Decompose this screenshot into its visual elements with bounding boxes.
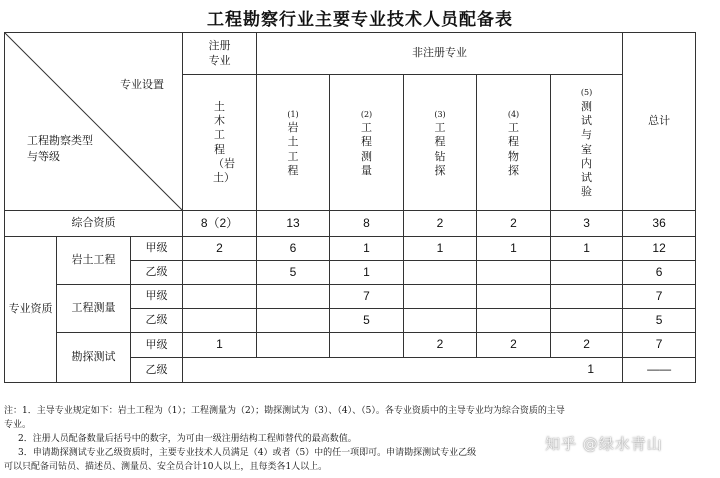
col-header-geophysics: (4) 工程物探 bbox=[477, 75, 551, 211]
table-cell bbox=[477, 261, 551, 285]
table-cell: 1 bbox=[183, 333, 257, 358]
grade-label: 甲级 bbox=[131, 285, 183, 309]
table-cell: 6 bbox=[623, 261, 696, 285]
table-cell: 1 bbox=[477, 237, 551, 261]
table-cell: 5 bbox=[623, 309, 696, 333]
group-name: 工程测量 bbox=[57, 285, 131, 333]
group-name: 勘探测试 bbox=[57, 333, 131, 383]
table-cell bbox=[257, 309, 330, 333]
non-registered-header: 非注册专业 bbox=[257, 33, 623, 75]
table-cell: 2 bbox=[404, 211, 477, 237]
col-header-testing: (5) 测试与室内试验 bbox=[551, 75, 623, 211]
table-cell: —— bbox=[623, 358, 696, 383]
registered-header: 注册专业 bbox=[183, 33, 257, 75]
table-cell: 1 bbox=[404, 237, 477, 261]
table-cell bbox=[183, 261, 257, 285]
staffing-table bbox=[4, 32, 696, 383]
professional-label: 专业资质 bbox=[5, 237, 57, 383]
table-cell: 1 bbox=[330, 237, 404, 261]
note-line: 专业。 bbox=[4, 420, 32, 430]
table-cell: 13 bbox=[257, 211, 330, 237]
table-cell bbox=[551, 285, 623, 309]
diag-top-label: 专业设置 bbox=[120, 78, 165, 91]
table-cell bbox=[257, 333, 330, 358]
diagonal-header-cell bbox=[5, 33, 183, 211]
note-line: 可以只配备司钻员、描述员、测量员、安全员合计10人以上，且每类各1人以上。 bbox=[4, 462, 328, 472]
note-line: 注：1．主导专业规定如下：岩土工程为（1）；工程测量为（2）；勘探测试为（3）、（4）、（5）。各专业资质中的主导专业均为综合资质的主导 bbox=[4, 406, 565, 416]
table-cell: 1 bbox=[551, 237, 623, 261]
grade-label: 甲级 bbox=[131, 237, 183, 261]
table-cell: 3 bbox=[551, 211, 623, 237]
table-row bbox=[5, 285, 696, 309]
grade-label: 乙级 bbox=[131, 261, 183, 285]
table-cell: 1 bbox=[330, 261, 404, 285]
table-cell bbox=[551, 309, 623, 333]
table-cell bbox=[404, 285, 477, 309]
col-header-geotech: (1) 岩土工程 bbox=[257, 75, 330, 211]
table-cell: 2 bbox=[551, 333, 623, 358]
table-cell bbox=[330, 333, 404, 358]
table-cell bbox=[551, 261, 623, 285]
table-cell: 1 bbox=[587, 362, 595, 377]
col-header-civil: 土木工程（岩土） bbox=[183, 75, 257, 211]
diag-bottom-label: 工程勘察类型 与等级 bbox=[27, 134, 93, 163]
table-cell bbox=[257, 285, 330, 309]
table-row bbox=[5, 333, 696, 358]
col-header-drilling: (3) 工程钻探 bbox=[404, 75, 477, 211]
comprehensive-label: 综合资质 bbox=[5, 211, 183, 237]
table-cell: 2 bbox=[477, 333, 551, 358]
table-cell bbox=[477, 309, 551, 333]
table-cell: 7 bbox=[623, 333, 696, 358]
watermark: 知乎 @绿水青山 bbox=[545, 435, 663, 453]
table-cell: 12 bbox=[623, 237, 696, 261]
diagonal-line-icon bbox=[5, 33, 182, 210]
table-cell: 8 bbox=[330, 211, 404, 237]
table-cell bbox=[477, 285, 551, 309]
table-cell: 7 bbox=[623, 285, 696, 309]
group-name: 岩土工程 bbox=[57, 237, 131, 285]
table-cell: 5 bbox=[330, 309, 404, 333]
table-cell bbox=[404, 261, 477, 285]
table-cell: 36 bbox=[623, 211, 696, 237]
table-cell: 6 bbox=[257, 237, 330, 261]
col-header-survey: (2) 工程测量 bbox=[330, 75, 404, 211]
table-cell: 2 bbox=[404, 333, 477, 358]
grade-label: 乙级 bbox=[131, 309, 183, 333]
grade-label: 乙级 bbox=[131, 358, 183, 383]
grade-label: 甲级 bbox=[131, 333, 183, 358]
note-line: 2．注册人员配备数量后括号中的数字，为可由一级注册结构工程师替代的最高数值。 bbox=[18, 434, 357, 444]
table-cell: 5 bbox=[257, 261, 330, 285]
table-row bbox=[5, 211, 696, 237]
merged-cell bbox=[183, 358, 623, 383]
note-line: 3．申请勘探测试专业乙级资质时，主要专业技术人员满足（4）或者（5）中的任一项即可。申请勘探测试专业乙级 bbox=[18, 448, 477, 458]
page-title: 工程勘察行业主要专业技术人员配备表 bbox=[207, 10, 513, 30]
table-cell: 8（2） bbox=[183, 211, 257, 237]
table-cell bbox=[183, 309, 257, 333]
table-cell bbox=[183, 285, 257, 309]
total-header: 总计 bbox=[623, 33, 696, 211]
table-cell: 7 bbox=[330, 285, 404, 309]
table-cell bbox=[404, 309, 477, 333]
table-cell: 2 bbox=[183, 237, 257, 261]
table-cell: 2 bbox=[477, 211, 551, 237]
table-row bbox=[5, 237, 696, 261]
